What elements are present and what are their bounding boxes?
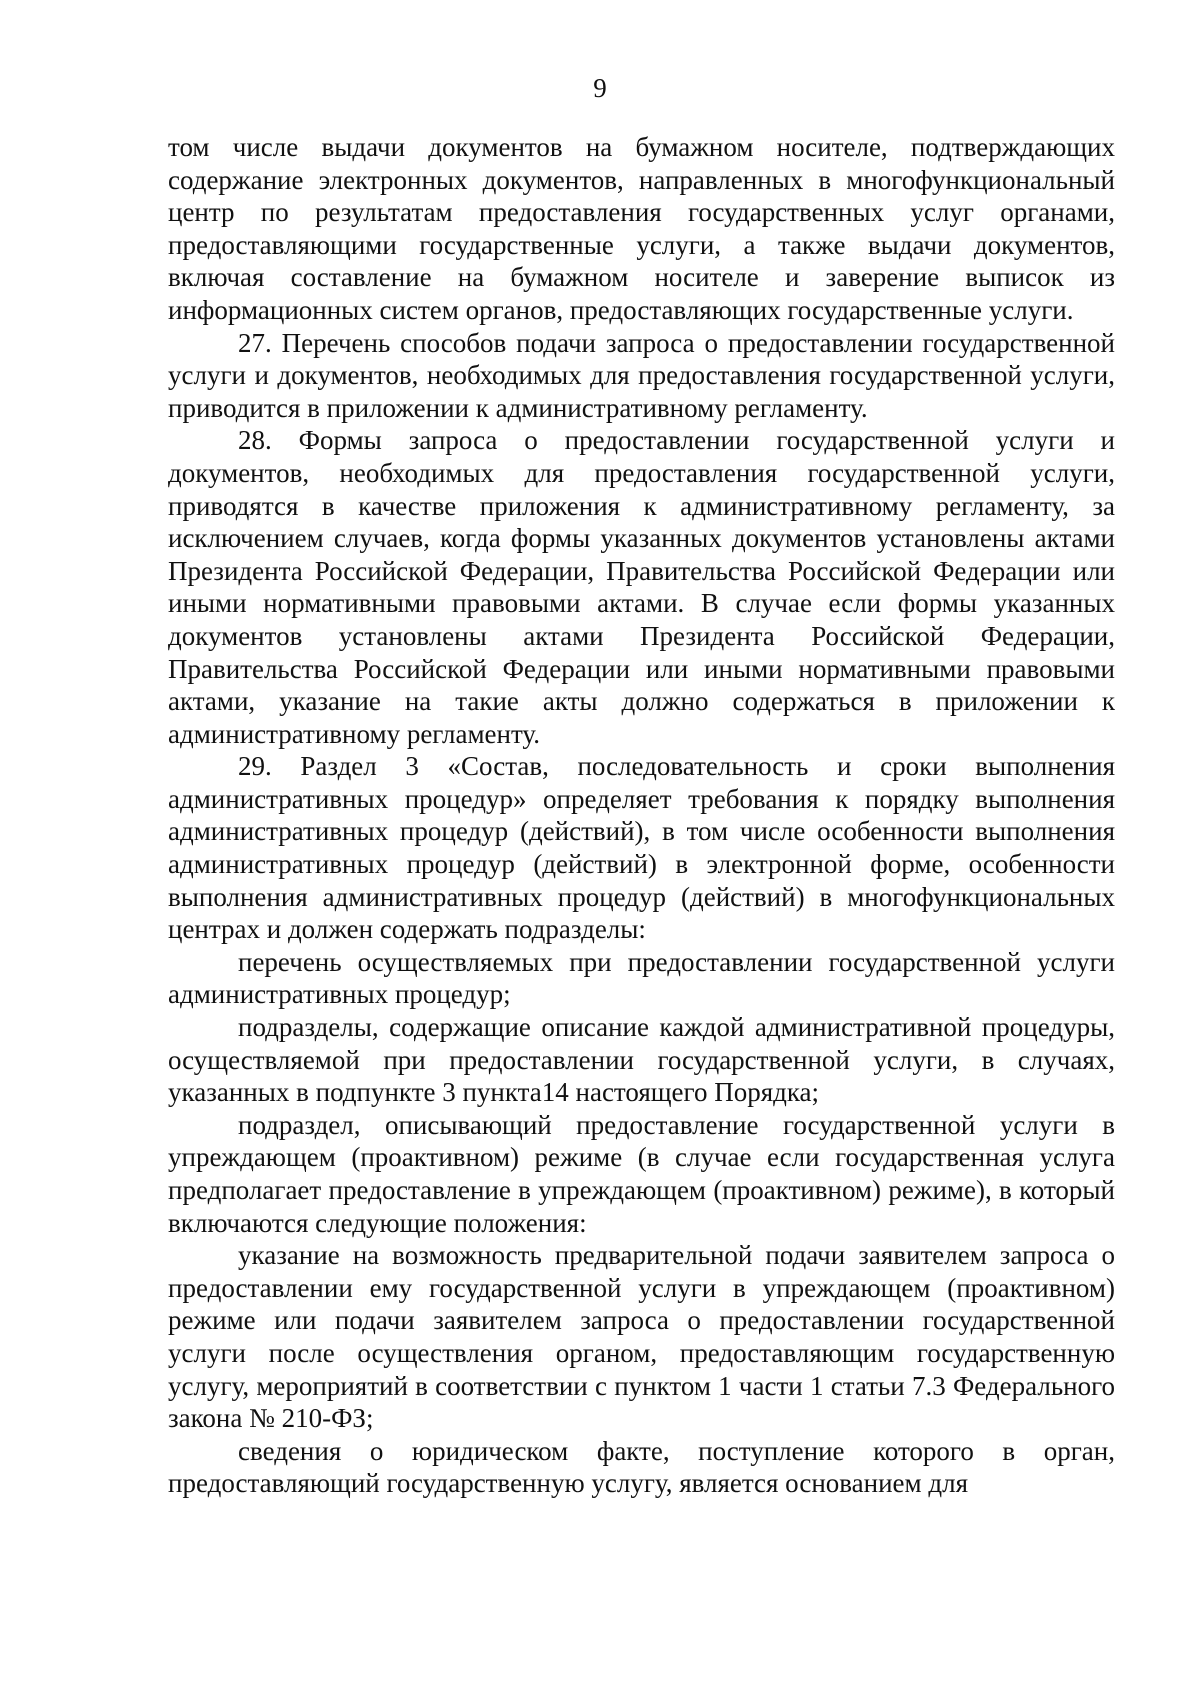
paragraph-list-item-1: перечень осуществляемых при предоставлении государственной услуги административных процедур; <box>168 946 1115 1010</box>
paragraph-list-item-3: подраздел, описывающий предоставление государственной услуги в упреждающем (проактивном) режиме (в случае если государственная услуга предполагает предоставление в упреждающем (проактивном) режиме), в который включаются следующие положения: <box>168 1109 1115 1238</box>
paragraph-continuation: том числе выдачи документов на бумажном носителе, подтверждающих содержание электронных документов, направленных в многофункциональный центр по результатам предоставления государственных услуг органами, предоставляющими государственные услуги, а также выдачи документов, включая составление на бумажном носителе и заверение выписок из информационных систем органов, предоставляющих государственные услуги. <box>168 132 1115 325</box>
paragraph-list-item-2: подразделы, содержащие описание каждой административной процедуры, осуществляемой при предоставлении государственной услуги, в случаях, указанных в подпункте 3 пункта14 настоящего Порядка; <box>168 1012 1115 1108</box>
page-number: 9 <box>593 73 607 103</box>
paragraph-list-item-4: указание на возможность предварительной подачи заявителем запроса о предоставлении ему государственной услуги в упреждающем (проактивном) режиме или подачи заявителем запроса о предоставлении государственной услуги после осуществления органом, предоставляющим государственную услугу, мероприятий в соответствии с пунктом 1 части 1 статьи 7.3 Федерального закона № 210-ФЗ; <box>168 1240 1115 1434</box>
paragraph-list-item-5: сведения о юридическом факте, поступление которого в орган, предоставляющий государственную услугу, является основанием для <box>168 1435 1115 1499</box>
document-body <box>168 131 1115 1500</box>
paragraph-28: 28. Формы запроса о предоставлении государственной услуги и документов, необходимых для предоставления государственной услуги, приводятся в качестве приложения к административному регламенту, за исключением случаев, когда формы указанных документов установлены актами Президента Российской Федерации, Правительства Российской Федерации или иными нормативными правовыми актами. В случае если формы указанных документов установлены актами Президента Российской Федерации, Правительства Российской Федерации или иными нормативными правовыми актами, указание на такие акты должно содержаться в приложении к административному регламенту. <box>168 425 1115 749</box>
paragraph-29: 29. Раздел 3 «Состав, последовательность и сроки выполнения административных процедур» определяет требования к порядку выполнения административных процедур (действий), в том числе особенности выполнения административных процедур (действий) в электронной форме, особенности выполнения административных процедур (действий) в многофункциональных центрах и должен содержать подразделы: <box>168 751 1115 945</box>
paragraph-27: 27. Перечень способов подачи запроса о предоставлении государственной услуги и документов, необходимых для предоставления государственной услуги, приводится в приложении к административному регламенту. <box>168 327 1115 423</box>
